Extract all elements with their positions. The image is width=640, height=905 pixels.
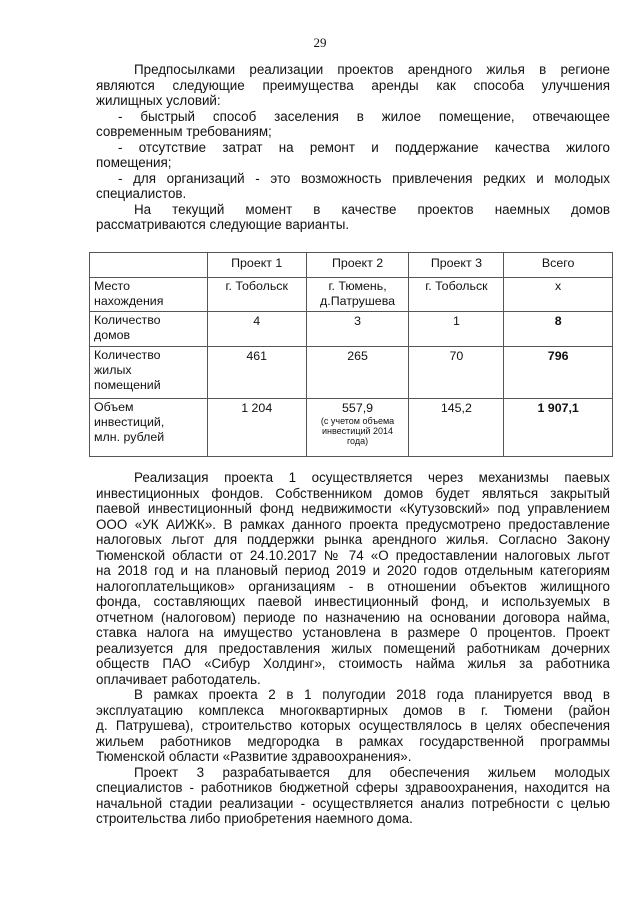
row-label (90, 278, 208, 312)
body-line: налоговых льгот для поддержки рынка арендного жилья. Согласно Закону (96, 532, 610, 547)
intro-bullet: - для организаций - это возможность привлечения редких и молодых (118, 170, 610, 186)
cell-p1: 1 204 (207, 399, 306, 457)
body-line: строительства либо приобретения наемного дома. (96, 811, 413, 826)
intro-line: современным требованиям; (96, 124, 272, 139)
cell-total: 8 (504, 312, 613, 347)
row-label-line: домов (94, 328, 131, 342)
table-header-row (90, 253, 613, 278)
cell-p2: 3 (306, 312, 409, 347)
body-line: оплачивает работодатель. (96, 671, 261, 687)
body-line: инвестиционных фондов. Собственником домов будет являться закрытый (96, 485, 610, 501)
body-line: фонда, составляющих паевой инвестиционный фонд, и используемых в (96, 594, 610, 609)
cell-p2-value: 557,9 (342, 401, 374, 415)
row-label (90, 312, 208, 347)
body-text (96, 470, 610, 827)
intro-line: На текущий момент в качестве проектов наемных домов (134, 201, 610, 217)
cell-p2-line: д.Патрушева (320, 294, 396, 308)
table-row (90, 399, 613, 457)
page-number: 29 (313, 35, 327, 50)
intro-bullet: - быстрый способ заселения в жилое помещение, отвечающее (118, 108, 610, 124)
body-line: ставка налога на имущество установлена в размере 0 процентов. Проект (96, 625, 610, 640)
cell-p2 (306, 278, 409, 312)
row-label-line: нахождения (94, 294, 164, 308)
body-line: отчетном (налоговом) периоде по назначению на основании договора найма, (96, 609, 610, 625)
body-line: паевой инвестиционный фонд недвижимости «Кутузовский» под управлением (96, 501, 610, 516)
cell-p2-note: года) (346, 436, 369, 446)
body-line: налогоплательщиков» организациям - в отношении объектов жилищного (96, 578, 610, 594)
body-line: Проект 3 разрабатывается для обеспечения жильем молодых (134, 764, 610, 780)
cell-p1: 4 (207, 312, 306, 347)
header-project-3: Проект 3 (409, 253, 504, 278)
intro-line: рассматриваются следующие варианты. (96, 217, 350, 232)
cell-p2: 265 (306, 347, 409, 399)
header-project-2: Проект 2 (306, 253, 409, 278)
body-line: Тюменской области от 24.10.2017 № 74 «О предоставлении налоговых льгот (96, 547, 610, 563)
intro-bullet: - отсутствие затрат на ремонт и поддержание качества жилого (118, 139, 610, 155)
intro-line: Предпосылками реализации проектов арендного жилья в регионе (134, 62, 610, 77)
cell-p2-note: инвестиций 2014 (322, 426, 394, 436)
table-row (90, 347, 613, 399)
row-label-line: инвестиций, (94, 415, 165, 429)
intro-line: являются следующие преимущества аренды как способа улучшения (96, 77, 610, 93)
cell-p2 (306, 399, 409, 457)
row-label-line: Место (94, 279, 130, 293)
body-line: д. Патрушева), строительство которых осуществлялось в целях обеспечения (96, 718, 610, 733)
row-label-line: млн. рублей (94, 430, 165, 444)
body-line: жильем работников медгородка в рамках государственной программы (96, 733, 610, 749)
row-label-line: Количество (94, 348, 161, 362)
cell-p2-line: г. Тюмень, (328, 279, 387, 293)
row-label-line: помещений (94, 378, 161, 392)
intro-text (96, 62, 610, 233)
table-row (90, 278, 613, 312)
cell-p3: г. Тобольск (409, 278, 504, 312)
body-line: Тюменской области «Развитие здравоохранения». (96, 749, 412, 764)
body-line: специалистов - работников бюджетной сферы здравоохранения, находится на (96, 780, 610, 795)
body-line: на 2018 год и на плановый период 2019 и 2020 годов отдельным категориям (96, 563, 610, 578)
projects-table (89, 252, 613, 457)
body-line: обществ ПАО «Сибур Холдинг», стоимость найма жилья за работника (96, 656, 610, 671)
row-label-line: Объем (94, 400, 134, 414)
cell-p2-note: (с учетом объема (320, 416, 395, 426)
table-row (90, 312, 613, 347)
row-label (90, 399, 208, 457)
body-line: реализуется для предоставления жилых помещений работникам дочерних (96, 640, 610, 656)
cell-p1: 461 (207, 347, 306, 399)
row-label-line: Количество (94, 313, 161, 327)
cell-p3: 145,2 (409, 399, 504, 457)
cell-total: х (504, 278, 613, 312)
body-line: В рамках проекта 2 в 1 полугодии 2018 года планируется ввод в (134, 687, 610, 702)
header-project-1: Проект 1 (207, 253, 306, 278)
cell-p3: 1 (409, 312, 504, 347)
row-label-line: жилых (94, 363, 132, 377)
header-total: Всего (504, 253, 613, 278)
cell-p1: г. Тобольск (207, 278, 306, 312)
cell-total: 1 907,1 (504, 399, 613, 457)
intro-line: помещения; (96, 155, 172, 170)
body-line: начальной стадии реализации - осуществляется анализ потребности с целью (96, 795, 610, 811)
body-line: ООО «УК АИЖК». В рамках данного проекта предусмотрено предоставление (96, 516, 610, 532)
intro-line: жилищных условий: (96, 93, 221, 108)
body-line: Реализация проекта 1 осуществляется через механизмы паевых (134, 470, 610, 485)
body-line: эксплуатацию комплекса многоквартирных домов в г. Тюмени (район (96, 702, 610, 718)
cell-total: 796 (504, 347, 613, 399)
header-empty (90, 253, 208, 278)
cell-p3: 70 (409, 347, 504, 399)
intro-line: специалистов. (96, 186, 187, 201)
row-label (90, 347, 208, 399)
